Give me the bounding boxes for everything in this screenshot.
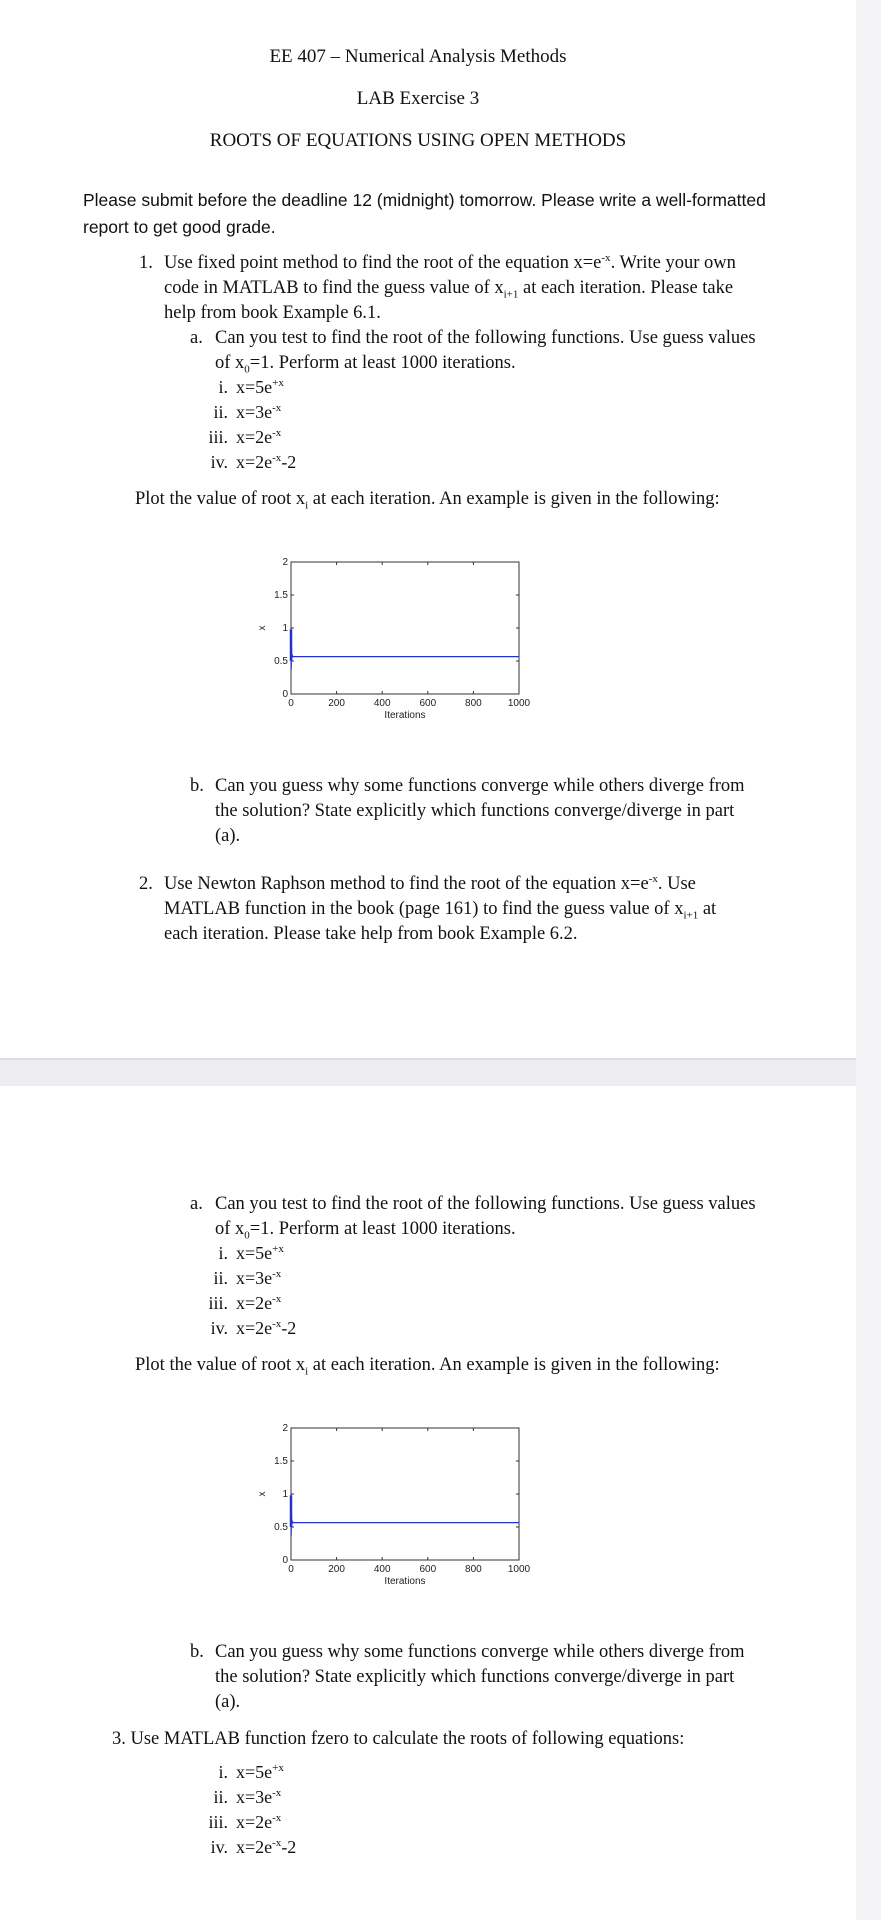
page-break bbox=[0, 1058, 856, 1088]
question-2-number: 2. bbox=[139, 874, 153, 894]
x-tick-label: 800 bbox=[465, 1564, 482, 1575]
x-tick-label: 600 bbox=[419, 1564, 437, 1575]
function-item: iv. $x=2e^{-x}-2$ bbox=[210, 452, 297, 472]
y-tick-label: 0.5 bbox=[274, 1522, 288, 1533]
question-2b-text: Can you guess why some functions converge while others diverge from the solution? State explicitly which functions converge/diverge in part (a). bbox=[215, 1642, 745, 1712]
plot-instruction-1: Plot the value of root $x_i$ at each iteration. An example is given in the following: bbox=[135, 489, 720, 512]
question-2b-label: b. bbox=[190, 1642, 204, 1662]
y-tick-label: 1.5 bbox=[274, 1456, 288, 1467]
y-tick-label: 0 bbox=[282, 689, 288, 700]
document-page-2 bbox=[0, 1086, 856, 1920]
x-tick-label: 400 bbox=[373, 1564, 391, 1575]
iteration-plot-2 bbox=[257, 1418, 610, 1633]
x-tick-label: 400 bbox=[373, 698, 391, 709]
y-tick-label: 1 bbox=[282, 623, 288, 634]
x-tick-label: 1000 bbox=[507, 698, 531, 709]
x-tick-label: 800 bbox=[465, 698, 482, 709]
y-tick-label: 0 bbox=[282, 1555, 288, 1566]
function-item: i. $x=5e^{+x}$ bbox=[218, 377, 284, 397]
function-item: ii. $x=3e^{-x}$ bbox=[213, 1268, 282, 1288]
question-1a-label: a. bbox=[190, 328, 203, 348]
y-axis-label: x bbox=[257, 1491, 268, 1497]
intro-paragraph: Please submit before the deadline 12 (midnight) tomorrow. Please write a well-formatted report to get good grade. bbox=[83, 190, 766, 237]
x-tick-label: 200 bbox=[328, 1564, 345, 1575]
function-item: iv. $x=2e^{-x}-2$ bbox=[210, 1837, 297, 1857]
y-tick-label: 1.5 bbox=[274, 590, 288, 601]
topic-title: ROOTS OF EQUATIONS USING OPEN METHODS bbox=[209, 130, 627, 151]
function-item: ii. $x=3e^{-x}$ bbox=[213, 1787, 282, 1807]
function-item: iii. $x=2e^{-x}$ bbox=[208, 1293, 282, 1313]
plot-frame bbox=[291, 562, 519, 694]
lab-title: LAB Exercise 3 bbox=[356, 88, 480, 109]
course-title: EE 407 – Numerical Analysis Methods bbox=[269, 46, 567, 67]
question-3-text: Use MATLAB function fzero to calculate the roots of following equations: bbox=[130, 1729, 685, 1749]
scroll-margin bbox=[856, 0, 881, 1920]
x-tick-label: 1000 bbox=[507, 1564, 531, 1575]
y-tick-label: 2 bbox=[282, 557, 288, 568]
question-2a-label: a. bbox=[190, 1194, 203, 1214]
question-3-number: 3. bbox=[112, 1729, 126, 1749]
function-item: i. $x=5e^{+x}$ bbox=[218, 1243, 284, 1263]
question-1-text: Use fixed point method to find the root of the equation $x=e^{-x}$. Write your own code in MATLAB to find the guess value of $x_{i+1}$ at each iteration. Please take help from book Example 6.1. bbox=[164, 251, 736, 323]
function-item: iv. $x=2e^{-x}-2$ bbox=[210, 1318, 297, 1338]
question-2-text: Use Newton Raphson method to find the root of the equation $x=e^{-x}$. Use MATLAB function in the book (page 161) to find the guess value of $x_{i+1}$ at each iteration. Please take help from book Example 6.2. bbox=[164, 872, 717, 944]
x-axis-label: Iterations bbox=[384, 710, 426, 721]
question-1a-text: Can you test to find the root of the following functions. Use guess values of $x_0=1$. Perform at least 1000 iterations. bbox=[215, 328, 756, 376]
y-tick-label: 0.5 bbox=[274, 656, 288, 667]
x-tick-label: 600 bbox=[419, 698, 437, 709]
x-tick-label: 200 bbox=[328, 698, 345, 709]
question-1-number: 1. bbox=[139, 253, 153, 273]
plot-instruction-2: Plot the value of root $x_i$ at each iteration. An example is given in the following: bbox=[135, 1355, 720, 1378]
x-tick-label: 0 bbox=[288, 698, 294, 709]
y-tick-label: 1 bbox=[282, 1489, 288, 1500]
plot-frame bbox=[291, 1428, 519, 1560]
x-axis-label: Iterations bbox=[384, 1576, 426, 1587]
question-2a-text: Can you test to find the root of the following functions. Use guess values of $x_0=1$. Perform at least 1000 iterations. bbox=[215, 1194, 756, 1242]
function-item: i. $x=5e^{+x}$ bbox=[218, 1762, 284, 1782]
y-tick-label: 2 bbox=[282, 1423, 288, 1434]
y-axis-label: x bbox=[257, 625, 268, 631]
function-item: iii. $x=2e^{-x}$ bbox=[208, 427, 282, 447]
x-tick-label: 0 bbox=[288, 1564, 294, 1575]
question-1b-label: b. bbox=[190, 776, 204, 796]
question-3 bbox=[112, 1727, 812, 1752]
iteration-plot-1 bbox=[257, 552, 610, 767]
question-1b-text: Can you guess why some functions converge while others diverge from the solution? State explicitly which functions converge/diverge in part (a). bbox=[215, 776, 745, 846]
function-item: ii. $x=3e^{-x}$ bbox=[213, 402, 282, 422]
function-item: iii. $x=2e^{-x}$ bbox=[208, 1812, 282, 1832]
